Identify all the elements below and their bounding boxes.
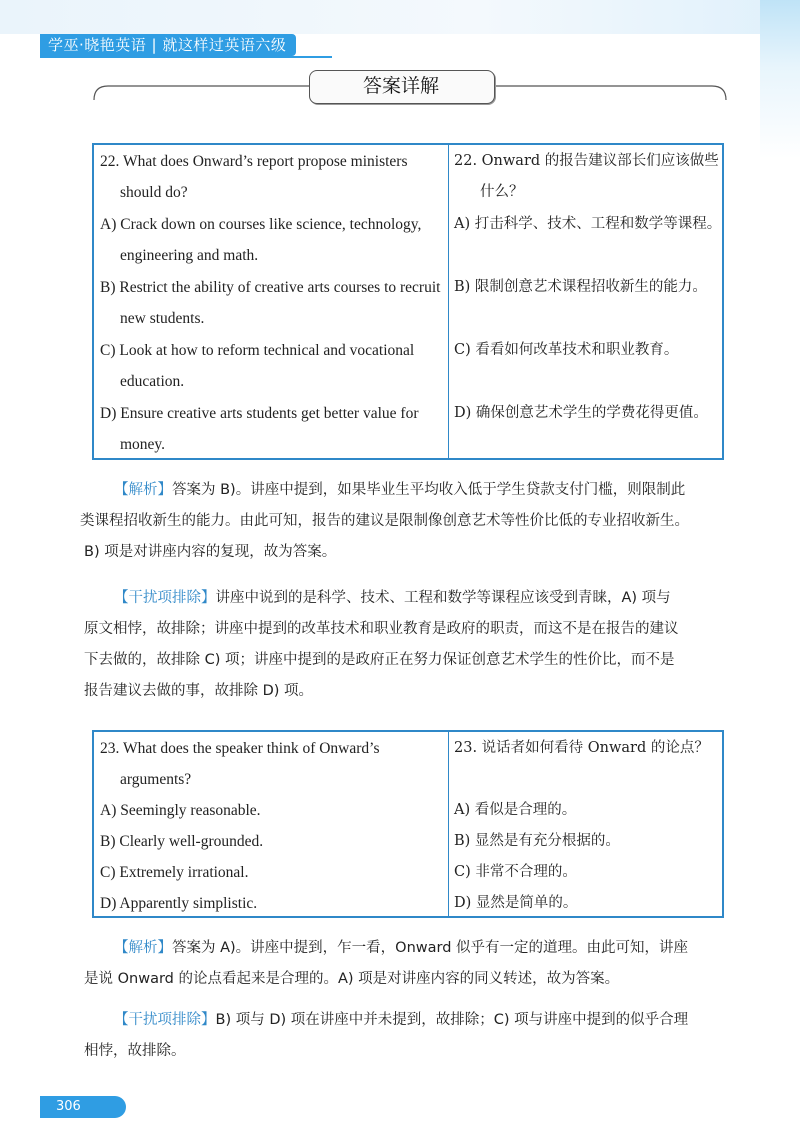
analysis-22-line2: 类课程招收新生的能力。由此可知，报告的建议是限制像创意艺术等性价比低的专业招收新生。 [80,513,689,529]
distractor-22-line1: 【干扰项排除】讲座中说到的是科学、技术、工程和数学等课程应该受到青睐，A) 项与 [114,590,671,606]
analysis-23-line2: 是说 Onward 的论点看起来是合理的。A) 项是对讲座内容的同义转述，故为答案。 [84,971,620,987]
distractor-22 [84,583,724,707]
q22-option-b-en-line2: new students. [120,310,205,327]
series-title: 学巫·晓艳英语 | 就这样过英语六级 [40,34,296,56]
distractor-tag: 【干扰项排除】 [114,1012,216,1028]
q22-option-c-zh: C) 看看如何改革技术和职业教育。 [454,342,679,358]
distractor-23 [84,1005,724,1067]
analysis-tag: 【解析】 [114,482,172,498]
distractor-22-line3: 下去做的，故排除 C) 项；讲座中提到的是政府正在努力保证创意艺术学生的性价比，而不是 [84,652,675,668]
analysis-22 [80,475,724,568]
distractor-23-line2: 相悖，故排除。 [84,1043,186,1059]
q23-option-b-zh: B) 显然是有充分根据的。 [454,833,620,849]
q23-table-divider [448,732,449,916]
analysis-22-line1: 【解析】答案为 B)。讲座中提到，如果毕业生平均收入低于学生贷款支付门槛，则限制此 [114,482,686,498]
q23-option-c-en: C) Extremely irrational. [100,864,249,881]
q22-option-b-zh: B) 限制创意艺术课程招收新生的能力。 [454,279,707,295]
q22-option-c-en-line2: education. [120,373,185,390]
q22-option-a-zh: A) 打击科学、技术、工程和数学等课程。 [454,216,722,232]
q22-option-d-zh: D) 确保创意艺术学生的学费花得更值。 [454,405,708,421]
analysis-23 [84,933,724,995]
q22-table [92,143,724,460]
series-underline [40,56,332,58]
page-number-bar [40,1096,126,1118]
top-banner [0,0,800,34]
q23-option-a-zh: A) 看似是合理的。 [454,802,577,818]
q23-option-c-zh: C) 非常不合理的。 [454,864,577,880]
q22-table-divider [448,145,449,458]
q22-question-en-line1: 22. What does Onward’s report propose ministers [100,153,408,170]
section-title: 答案详解 [362,75,439,97]
q22-question-zh-line1: 22. Onward 的报告建议部长们应该做些 [454,153,719,169]
distractor-22-line4: 报告建议去做的事，故排除 D) 项。 [84,683,314,699]
distractor-23-line1: 【干扰项排除】B) 项与 D) 项在讲座中并未提到，故排除；C) 项与讲座中提到的似乎合理 [114,1012,689,1028]
q23-option-d-en: D) Apparently simplistic. [100,895,258,912]
distractor-22-line2: 原文相悖，故排除；讲座中提到的改革技术和职业教育是政府的职责，而这不是在报告的建议 [84,621,679,637]
q23-table [92,730,724,918]
analysis-22-line3: B) 项是对讲座内容的复现，故为答案。 [84,544,337,560]
page-edge-tint [760,0,800,1132]
q22-option-d-en-line2: money. [120,436,166,453]
q22-option-a-en-line2: engineering and math. [120,247,259,264]
q23-option-d-zh: D) 显然是简单的。 [454,895,578,911]
q23-question-zh: 23. 说话者如何看待 Onward 的论点？ [454,740,709,756]
q22-question-en-line2: should do? [120,184,188,201]
page-number: 306 [56,1099,81,1114]
q22-question-zh-line2: 什么？ [480,184,524,200]
q23-question-en-line2: arguments? [120,771,192,788]
analysis-23-line1: 【解析】答案为 A)。讲座中提到，乍一看，Onward 似乎有一定的道理。由此可知，讲座 [114,940,689,956]
q23-option-b-en: B) Clearly well-grounded. [100,833,264,850]
q22-option-b-en-line1: B) Restrict the ability of creative arts courses to recruit [100,279,441,296]
q23-option-a-en: A) Seemingly reasonable. [100,802,261,819]
q22-option-c-en-line1: C) Look at how to reform technical and vocational [100,342,415,359]
q22-option-d-en-line1: D) Ensure creative arts students get better value for [100,405,419,422]
q23-question-en-line1: 23. What does the speaker think of Onward’s [100,740,380,757]
analysis-tag: 【解析】 [114,940,172,956]
q22-option-a-en-line1: A) Crack down on courses like science, technology, [100,216,422,233]
distractor-tag: 【干扰项排除】 [114,590,216,606]
